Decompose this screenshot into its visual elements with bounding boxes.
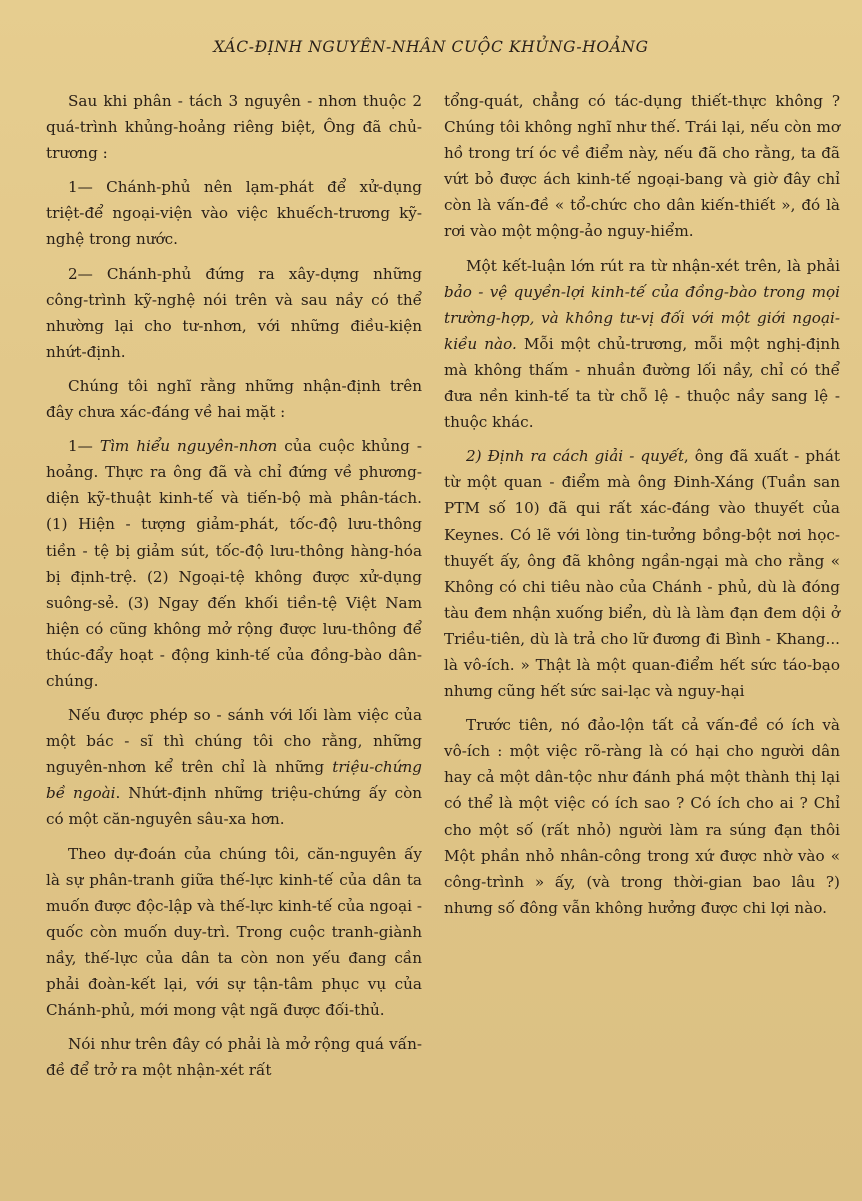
italic-phrase: Định ra cách giải - quyết xyxy=(487,447,684,466)
paragraph: Sau khi phân - tách 3 nguyên - nhơn thuộc 2 quá-trình khủng-hoảng riêng biệt, Ông đã chủ-trương : xyxy=(46,92,422,163)
paragraph xyxy=(444,443,840,704)
paragraph: 1— Chánh-phủ nên lạm-phát để xử-dụng triệt-để ngoại-viện vào việc khuếch-trương kỹ-nghệ trong nước. xyxy=(46,178,422,249)
paragraph: 2— Chánh-phủ đứng ra xây-dựng những công-trình kỹ-nghệ nói trên và sau nầy có thể nhường lại cho tư-nhơn, với những điều-kiện nhứt-định. xyxy=(46,264,422,361)
paragraph-text: Mỗi một chủ-trương, mỗi một nghị-định mà không thấm - nhuần đường lối nầy, chỉ có thể đưa nền kinh-tế ta từ chỗ lệ - thuộc nầy sang lệ - thuộc khác. xyxy=(444,334,840,432)
paragraph-text: của cuộc khủng - hoảng. Thực ra ông đã và chỉ đứng về phương-diện kỹ-thuật kinh-tế và tiến-bộ mà phân-tách. (1) Hiện - tượng giảm-phát, tốc-độ lưu-thông tiền - tệ bị giảm sút, tốc-độ lưu-thông hàng-hóa bị định-trệ. (2) Ngoại-tệ không được xử-dụng suông-sẻ. (3) Ngay đến khối tiền-tệ Việt Nam hiện có cũng không mở rộng được lưu-thông để thúc-đẩy hoạt - động kinh-tế của đồng-bào dân-chúng. xyxy=(46,437,422,690)
paragraph-text: . Nhứt-định những triệu-chứng ấy còn có một căn-nguyên sâu-xa hơn. xyxy=(46,784,423,829)
paragraph: Nói như trên đây có phải là mở rộng quá vấn-đề để trở ra một nhận-xét rất xyxy=(46,1035,422,1080)
paragraph-text: 1— xyxy=(68,437,100,456)
right-column xyxy=(444,88,840,929)
paragraph-text: Một kết-luận lớn rút ra từ nhận-xét trên, là phải xyxy=(466,256,840,275)
paragraph: Trước tiên, nó đảo-lộn tất cả vấn-đề có ích và vô-ích : một việc rõ-ràng là có hại cho người dân hay cả một dân-tộc như đánh phá một thành thị lại có thể là một việc có ích sao ? Có ích cho ai ? Chỉ cho một số (rất nhỏ) người làm ra súng đạn thôi Một phần nhỏ nhân-công trong xứ được nhờ vào « công-trình » ấy, (và trong thời-gian bao lâu ?) nhưng số đông vẫn không hưởng được chi lợi nào. xyxy=(444,716,840,917)
paragraph xyxy=(46,702,422,832)
italic-phrase: Tìm hiểu nguyên-nhơn xyxy=(99,437,278,456)
page-header-title: XÁC-ĐỊNH NGUYÊN-NHÂN CUỘC KHỦNG-HOẢNG xyxy=(213,38,649,56)
paragraph-text: Chúng tôi nghĩ rằng những nhận-định trên đây chưa xác-đáng về hai mặt : xyxy=(46,376,422,422)
paragraph: tổng-quát, chẳng có tác-dụng thiết-thực không ? Chúng tôi không nghĩ như thế. Trái lại, nếu còn mơ hồ trong trí óc về điểm này, nếu đã cho rằng, ta đã vứt bỏ được ách kinh-tế ngoại-bang và giờ đây chỉ còn là vấn-đề « tổ-chức cho dân kiến-thiết », đó là rơi vào một mộng-ảo nguy-hiểm. xyxy=(444,92,840,241)
paragraph xyxy=(46,373,422,425)
numbered-heading: 2) xyxy=(466,447,488,466)
paragraph-text: , ông đã xuất - phát từ một quan - điểm mà ông Đinh-Xáng (Tuần san PTM số 10) đã qui rất xác-đáng vào thuyết của Keynes. Có lẽ với lòng tin-tưởng bồng-bột nơi học-thuyết ấy, ông đã không ngần-ngại mà cho rằng « Không có chi tiêu nào của Chánh - phủ, dù là đóng tàu đem nhận xuống biển, dù là làm đạn đem dội ở Triều-tiên, dù là trả cho lữ đương đi Bình - Khang... là vô-ích. » Thật là một quan-điểm hết sức táo-bạo nhưng cũng hết sức sai-lạc và nguy-hại xyxy=(444,447,840,701)
paragraph: Theo dự-đoán của chúng tôi, căn-nguyên ấy là sự phân-tranh giữa thế-lực kinh-tế của dân ta muốn được độc-lập và thế-lực kinh-tế của ngoại - quốc còn muốn duy-trì. Trong cuộc tranh-giành nầy, thế-lực của dân ta còn non yếu đang cần phải đoàn-kết lại, với sự tận-tâm phục vụ của Chánh-phủ, mới mong vật ngã được đối-thủ. xyxy=(46,844,422,1020)
paragraph xyxy=(46,433,422,694)
left-column xyxy=(46,88,422,1091)
paragraph xyxy=(444,253,840,436)
italic-phrase: bảo - vệ quyền-lợi kinh-tế của đồng-bào trong mọi trường-hợp, và không tư-vị đối với một giới ngoại-kiều nào. xyxy=(444,282,840,353)
paragraph-text: Nếu được phép so - sánh với lối làm việc của một bác - sĩ thì chúng tôi cho rằng, những nguyên-nhơn kể trên chỉ là những xyxy=(46,706,422,777)
italic-phrase: triệu-chứng bề ngoài xyxy=(46,758,422,803)
